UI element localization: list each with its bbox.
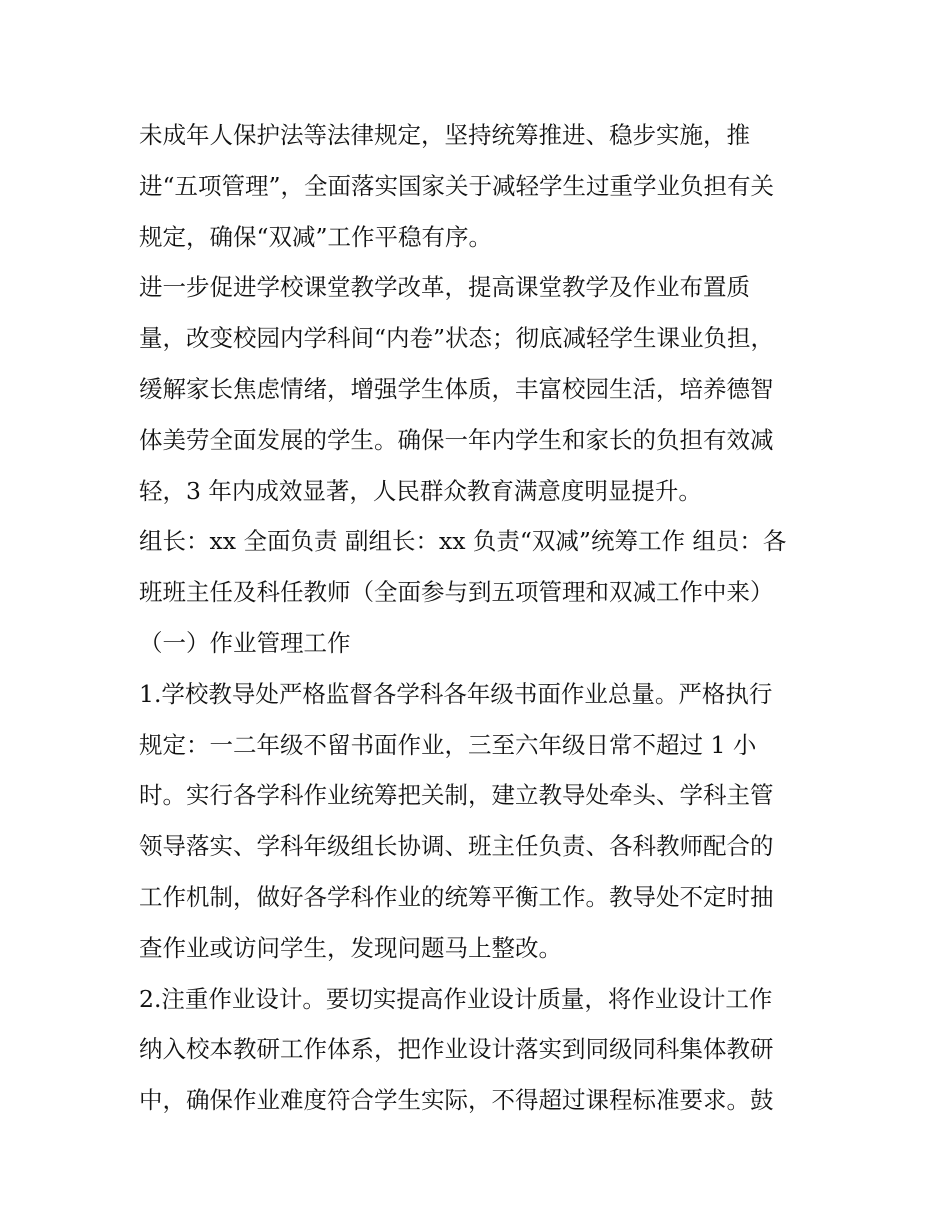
text-line: 规定，确保“双减”工作平稳有序。 bbox=[139, 222, 493, 251]
text-line: 未成年人保护法等法律规定，坚持统筹推进、稳步实施，推 bbox=[139, 121, 750, 149]
text-line: 缓解家长焦虑情绪，增强学生体质，丰富校园生活，培养德智 bbox=[139, 374, 774, 403]
text-line: 2.注重作业设计。要切实提高作业设计质量，将作业设计工作 bbox=[139, 984, 773, 1013]
text-line: 班班主任及科任教师（全面参与到五项管理和双减工作中来） bbox=[139, 578, 774, 607]
body-text bbox=[139, 110, 839, 1126]
text-line: 工作机制，做好各学科作业的统筹平衡工作。教导处不定时抽 bbox=[139, 882, 774, 911]
text-line: 规定：一二年级不留书面作业，三至六年级日常不超过 1 小 bbox=[139, 730, 757, 759]
section-heading: （一）作业管理工作 bbox=[139, 628, 351, 657]
text-line: 中，确保作业难度符合学生实际，不得超过课程标准要求。鼓 bbox=[139, 1086, 774, 1115]
text-line: 时。实行各学科作业统筹把关制，建立教导处牵头、学科主管 bbox=[139, 781, 774, 810]
text-line: 体美劳全面发展的学生。确保一年内学生和家长的负担有效减 bbox=[139, 425, 774, 454]
text-line: 量，改变校园内学科间“内卷”状态；彻底减轻学生课业负担， bbox=[139, 324, 775, 353]
text-line: 查作业或访问学生，发现问题马上整改。 bbox=[139, 933, 562, 962]
text-line: 进一步促进学校课堂教学改革，提高课堂教学及作业布置质 bbox=[139, 273, 750, 302]
text-line: 组长：xx 全面负责 副组长：xx 负责“双减”统筹工作 组员：各 bbox=[139, 527, 787, 556]
text-line: 纳入校本教研工作体系，把作业设计落实到同级同科集体教研 bbox=[139, 1035, 774, 1064]
text-line: 领导落实、学科年级组长协调、班主任负责、各科教师配合的 bbox=[139, 832, 774, 861]
text-line: 轻，3 年内成效显著，人民群众教育满意度明显提升。 bbox=[139, 476, 702, 505]
text-line: 进“五项管理”，全面落实国家关于减轻学生过重学业负担有关 bbox=[139, 171, 775, 200]
text-line: 1.学校教导处严格监督各学科各年级书面作业总量。严格执行 bbox=[139, 679, 773, 708]
